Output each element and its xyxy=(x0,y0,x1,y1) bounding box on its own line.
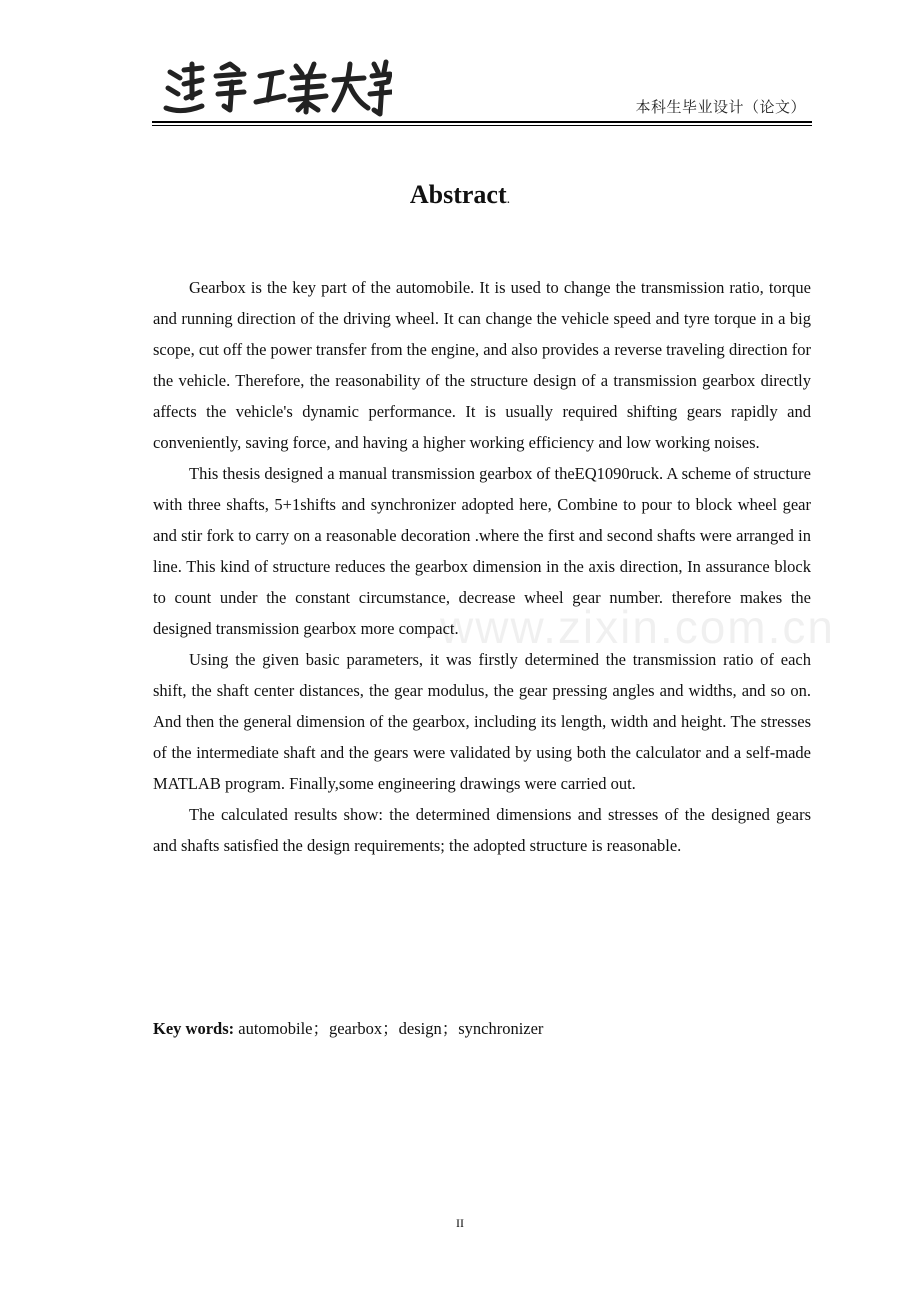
keywords-line xyxy=(153,1015,543,1043)
abstract-paragraph: Gearbox is the key part of the automobile. It is used to change the transmission ratio, torque and running direction of the driving wheel. It can change the vehicle speed and tyre torque in a big scope, cut off the power transfer from the engine, and also provides a reverse traveling direction for the vehicle. Therefore, the reasonability of the structure design of a transmission gearbox directly affects the vehicle's dynamic performance. It is usually required shifting gears rapidly and conveniently, saving force, and having a higher working efficiency and low working noises. xyxy=(153,278,811,452)
keywords-value: automobile；gearbox；design；synchronizer xyxy=(238,1019,544,1038)
page-header xyxy=(152,50,812,130)
abstract-paragraph: The calculated results show: the determined dimensions and stresses of the designed gears and shafts satisfied the design requirements; the adopted structure is reasonable. xyxy=(153,805,811,855)
abstract-title xyxy=(0,180,920,210)
header-rule-thin xyxy=(152,125,812,126)
page-number: II xyxy=(456,1216,464,1230)
keywords-label: Key words: xyxy=(153,1019,235,1038)
abstract-paragraph: Using the given basic parameters, it was firstly determined the transmission ratio of each shift, the shaft center distances, the gear modulus, the gear pressing angles and widths, and so on. And then the general dimension of the gearbox, including its length, width and height. The stresses of the intermediate shaft and the gears were validated by using both the calculator and a self-made MATLAB program. Finally,some engineering drawings were carried out. xyxy=(153,650,811,793)
abstract-title-text: Abstract xyxy=(409,180,507,209)
abstract-body xyxy=(153,272,811,861)
abstract-paragraph: This thesis designed a manual transmission gearbox of theEQ1090ruck. A scheme of structure with three shafts, 5+1shifts and synchronizer adopted here, Combine to pour to block wheel gear and stir fork to carry on a reasonable decoration .where the first and second shafts were arranged in line. This kind of structure reduces the gearbox dimension in the axis direction, In assurance block to count under the constant circumstance, decrease wheel gear number. therefore makes the designed transmission gearbox more compact. xyxy=(153,464,811,638)
header-rule-thick xyxy=(152,121,812,123)
header-subtitle: 本科生毕业设计（论文） xyxy=(635,100,806,116)
watermark: www.zixin.com.cn xyxy=(440,601,835,653)
university-logo xyxy=(162,58,392,118)
abstract-title-dot: . xyxy=(506,192,511,207)
